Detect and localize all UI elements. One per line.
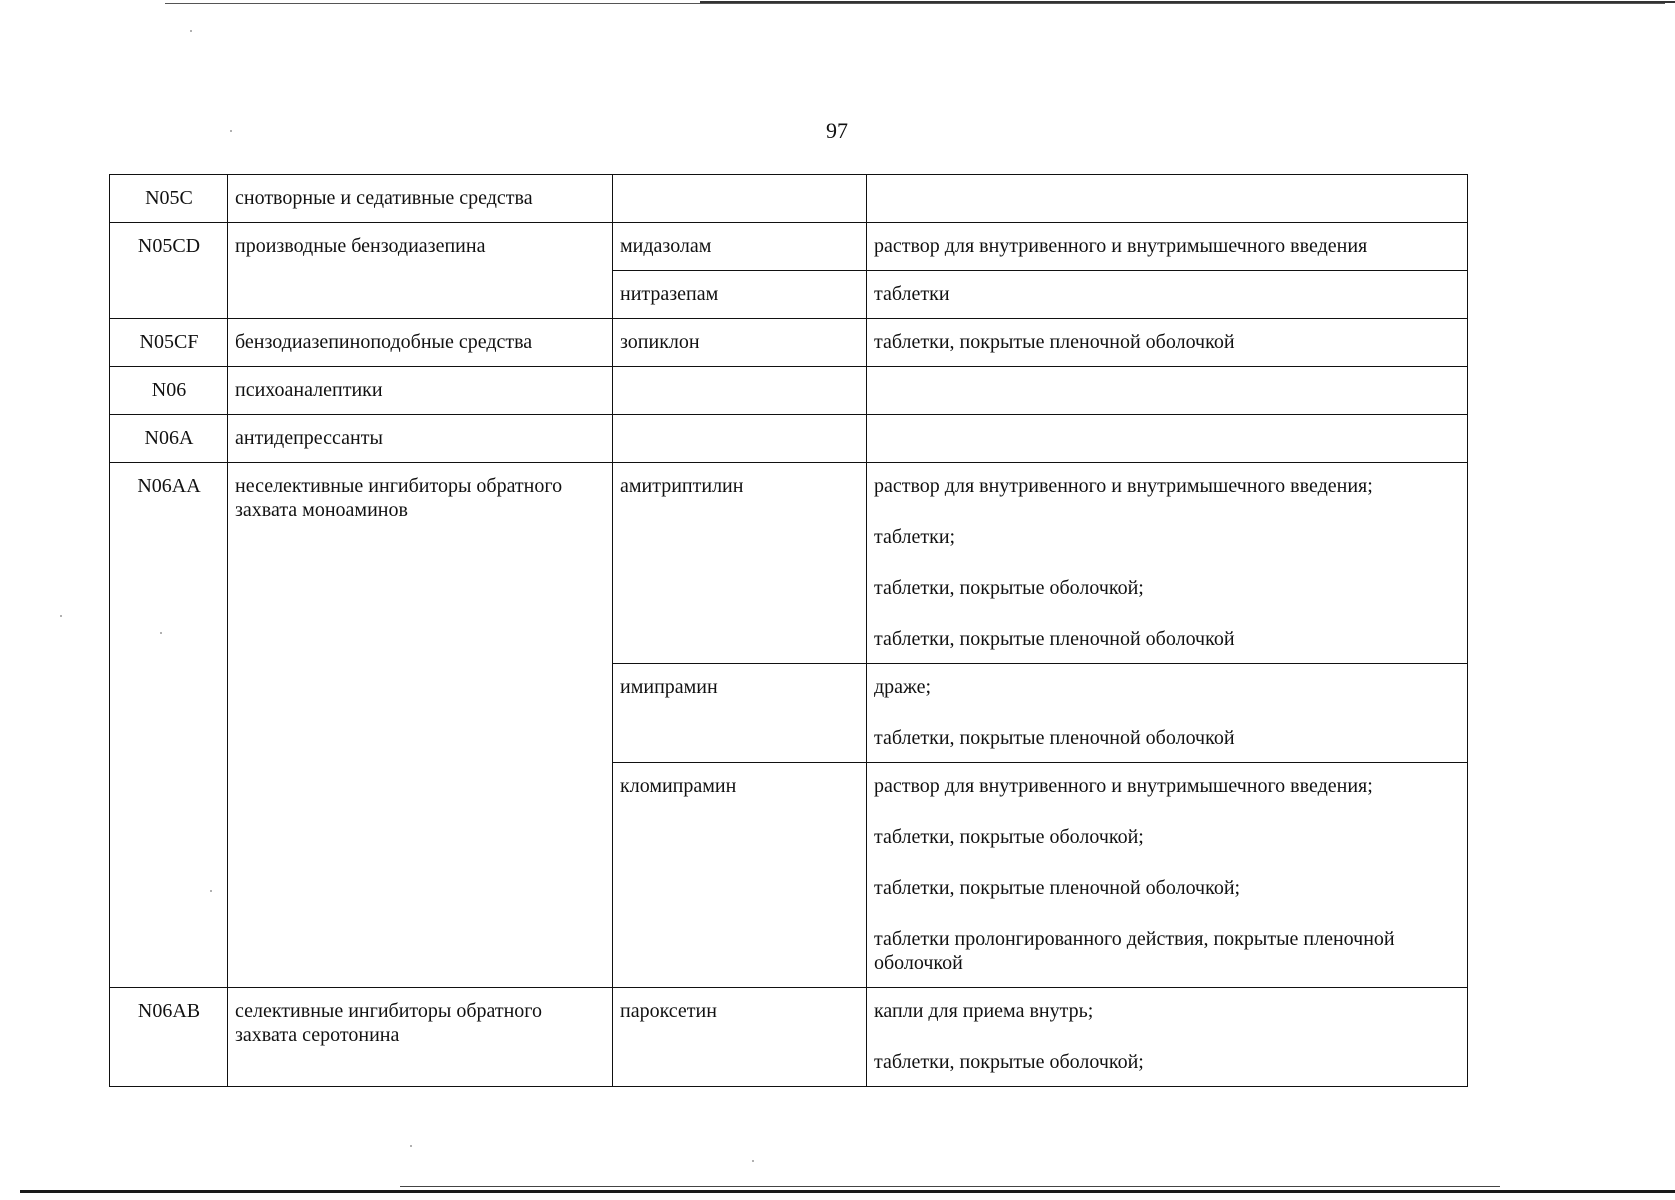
bottom-scan-rule [20,1190,1675,1193]
dosage-form: таблетки, покрытые оболочкой; [874,577,1144,599]
dosage-forms-cell [867,463,1468,664]
group-name-cell: бензодиазепиноподобные средства [228,319,613,367]
dosage-form: таблетки [874,283,950,305]
dosage-form: драже; [874,676,932,698]
dosage-forms-cell [867,763,1468,988]
dosage-form: таблетки пролонгированного действия, покрытые пленочной оболочкой [874,928,1395,974]
scan-speck [190,30,192,32]
table-row [110,463,1468,664]
drug-name-cell: зопиклон [613,319,867,367]
atc-code-cell: N06 [110,367,228,415]
drug-name-cell: мидазолам [613,223,867,271]
drug-name-cell: пароксетин [613,988,867,1087]
atc-code-cell: N06A [110,415,228,463]
drug-name-cell [613,367,867,415]
dosage-form: раствор для внутривенного и внутримышечного введения [874,235,1368,257]
atc-code-cell: N06AA [110,463,228,988]
dosage-forms-cell [867,175,1468,223]
dosage-form: капли для приема внутрь; [874,1000,1094,1022]
table-row [110,988,1468,1087]
dosage-form: таблетки, покрытые пленочной оболочкой; [874,877,1241,899]
dosage-form: таблетки, покрытые пленочной оболочкой [874,331,1235,353]
group-name-cell: производные бензодиазепина [228,223,613,319]
scan-speck [210,890,212,892]
scan-speck [230,130,232,132]
dosage-form: таблетки, покрытые оболочкой; [874,1051,1144,1073]
bottom-scan-rule-thin [400,1186,1500,1187]
table-row [110,367,1468,415]
dosage-forms-cell [867,988,1468,1087]
top-scan-rule-thin [165,3,1665,4]
table-row [110,415,1468,463]
dosage-forms-cell [867,319,1468,367]
dosage-form: раствор для внутривенного и внутримышечного введения; [874,475,1373,497]
dosage-form: таблетки, покрытые оболочкой; [874,826,1144,848]
atc-code-cell: N05CD [110,223,228,319]
scan-speck [410,1145,412,1147]
group-name-cell: антидепрессанты [228,415,613,463]
dosage-form: таблетки, покрытые пленочной оболочкой [874,727,1235,749]
drug-name-cell [613,415,867,463]
dosage-forms-cell [867,664,1468,763]
scan-speck [60,615,62,617]
atc-code-cell: N06AB [110,988,228,1087]
table-row [110,319,1468,367]
dosage-forms-cell [867,367,1468,415]
page-number: 97 [826,118,848,143]
dosage-form: таблетки; [874,526,956,548]
group-name-cell: снотворные и седативные средства [228,175,613,223]
drug-name-cell: амитриптилин [613,463,867,664]
table-row [110,223,1468,271]
dosage-form: таблетки, покрытые пленочной оболочкой [874,628,1235,650]
dosage-form: раствор для внутривенного и внутримышечного введения; [874,775,1373,797]
dosage-forms-cell [867,271,1468,319]
drug-name-cell: имипрамин [613,664,867,763]
drug-name-cell: нитразепам [613,271,867,319]
group-name-cell: психоаналептики [228,367,613,415]
group-name-cell: селективные ингибиторы обратного захвата серотонина [228,988,613,1087]
drug-name-cell [613,175,867,223]
dosage-forms-cell [867,223,1468,271]
scan-speck [160,632,162,634]
atc-code-cell: N05CF [110,319,228,367]
scan-speck [752,1160,754,1162]
atc-code-cell: N05C [110,175,228,223]
table-row [110,175,1468,223]
drug-name-cell: кломипрамин [613,763,867,988]
medication-table [109,174,1468,1087]
medication-table-body [110,175,1468,1087]
dosage-forms-cell [867,415,1468,463]
group-name-cell: неселективные ингибиторы обратного захвата моноаминов [228,463,613,988]
